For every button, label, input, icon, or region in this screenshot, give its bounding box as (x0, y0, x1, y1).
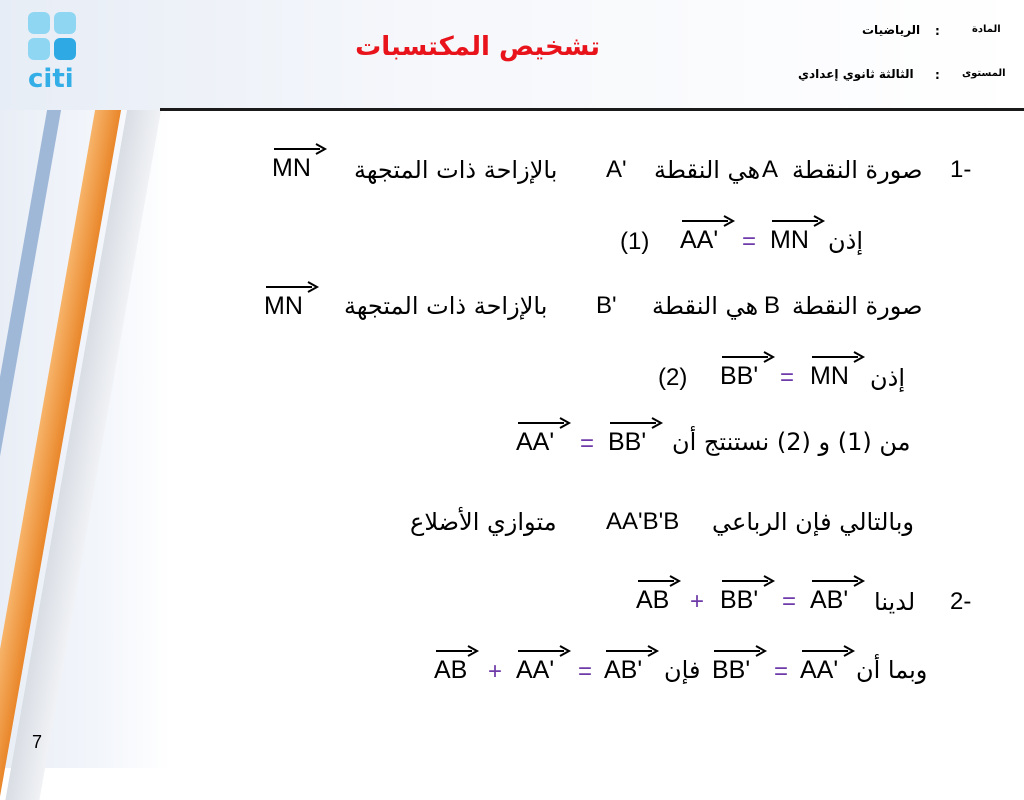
vector-label: MN (810, 362, 849, 390)
vector-label: AB' (810, 586, 849, 614)
equals-sign: = (742, 228, 757, 255)
line6-tail: متوازي الأضلاع (410, 508, 557, 536)
equals-sign: = (580, 430, 595, 457)
vector-label: AB (636, 586, 670, 614)
vector-aa (800, 656, 838, 685)
vector-aa (516, 656, 554, 685)
subject-colon: : (935, 24, 940, 38)
point-label: B (764, 292, 781, 319)
line3-text: صورة النقطة (792, 292, 923, 320)
line1-mid: هي النقطة (654, 156, 761, 184)
vector-arrow-icon (264, 280, 318, 294)
vector-ab (434, 656, 467, 685)
vector-label: AA' (680, 226, 719, 254)
line8-fa: فإن (664, 656, 701, 684)
vector-arrow-icon (604, 644, 658, 658)
point-label: B' (596, 292, 617, 319)
equals-sign: = (774, 658, 789, 685)
vector-ab-prime (810, 586, 848, 615)
equals-sign: = (780, 364, 795, 391)
equation-tag: (2) (658, 364, 688, 391)
logo-square (28, 12, 50, 34)
vector-label: AA' (800, 656, 839, 684)
line1-tail: بالإزاحة ذات المتجهة (354, 156, 558, 184)
point-label: A (762, 156, 779, 183)
vector-label: BB' (608, 428, 647, 456)
vector-label: AA' (516, 656, 555, 684)
subject-value: الرياضيات (862, 23, 921, 37)
vector-arrow-icon (810, 574, 864, 588)
item-number: 1- (950, 156, 972, 183)
line3-mid: هي النقطة (652, 292, 759, 320)
line3-tail: بالإزاحة ذات المتجهة (344, 292, 548, 320)
level-label: المستوى (962, 68, 1006, 79)
vector-label: MN (770, 226, 809, 254)
vector-arrow-icon (516, 416, 570, 430)
vector-label: AB' (604, 656, 643, 684)
vector-arrow-icon (608, 416, 662, 430)
vector-ab (636, 586, 669, 615)
line1-text: صورة النقطة (792, 156, 923, 184)
vector-arrow-icon (516, 644, 570, 658)
vector-label: MN (272, 154, 311, 182)
vector-label: AA' (516, 428, 555, 456)
equation-tag: (1) (620, 228, 650, 255)
level-value: الثالثة ثانوي إعدادي (798, 67, 914, 81)
page-number: 7 (32, 732, 43, 752)
line5-text: من (1) و (2) نستنتج أن (672, 428, 911, 456)
level-colon: : (935, 68, 940, 82)
equals-sign: = (578, 658, 593, 685)
vector-arrow-icon (720, 574, 774, 588)
subject-label: المادة (972, 24, 1001, 35)
quadrilateral-label: AA'B'B (606, 508, 680, 535)
line7-text: لدينا (874, 588, 916, 616)
vector-bb (720, 362, 758, 391)
header-divider (160, 108, 1024, 111)
vector-aa (680, 226, 718, 255)
line6-text: وبالتالي فإن الرباعي (712, 508, 914, 536)
line2-idhan: إذن (828, 227, 863, 255)
equals-sign: = (782, 588, 797, 615)
vector-arrow-icon (712, 644, 766, 658)
logo-text: citi (28, 64, 74, 94)
page-title: تشخيص المكتسبات (355, 32, 600, 62)
vector-arrow-icon (770, 214, 824, 228)
vector-ab-prime (604, 656, 642, 685)
vector-label: BB' (720, 362, 759, 390)
logo-square (28, 38, 50, 60)
line8-text: وبما أن (856, 656, 928, 684)
vector-arrow-icon (810, 350, 864, 364)
vector-aa (516, 428, 554, 457)
vector-mn (770, 226, 809, 255)
vector-arrow-icon (800, 644, 854, 658)
vector-mn (264, 292, 303, 321)
vector-label: BB' (712, 656, 751, 684)
vector-mn (272, 154, 311, 183)
vector-label: BB' (720, 586, 759, 614)
vector-bb (608, 428, 646, 457)
vector-bb (712, 656, 750, 685)
vector-arrow-icon (434, 644, 478, 658)
vector-arrow-icon (636, 574, 680, 588)
item-number: 2- (950, 588, 972, 615)
vector-arrow-icon (272, 142, 326, 156)
plus-sign: + (488, 658, 503, 685)
logo-square (54, 12, 76, 34)
vector-arrow-icon (720, 350, 774, 364)
vector-mn (810, 362, 849, 391)
point-label: A' (606, 156, 627, 183)
plus-sign: + (690, 588, 705, 615)
vector-label: MN (264, 292, 303, 320)
vector-label: AB (434, 656, 468, 684)
line4-idhan: إذن (870, 364, 905, 392)
vector-arrow-icon (680, 214, 734, 228)
vector-bb (720, 586, 758, 615)
logo-square (54, 38, 76, 60)
